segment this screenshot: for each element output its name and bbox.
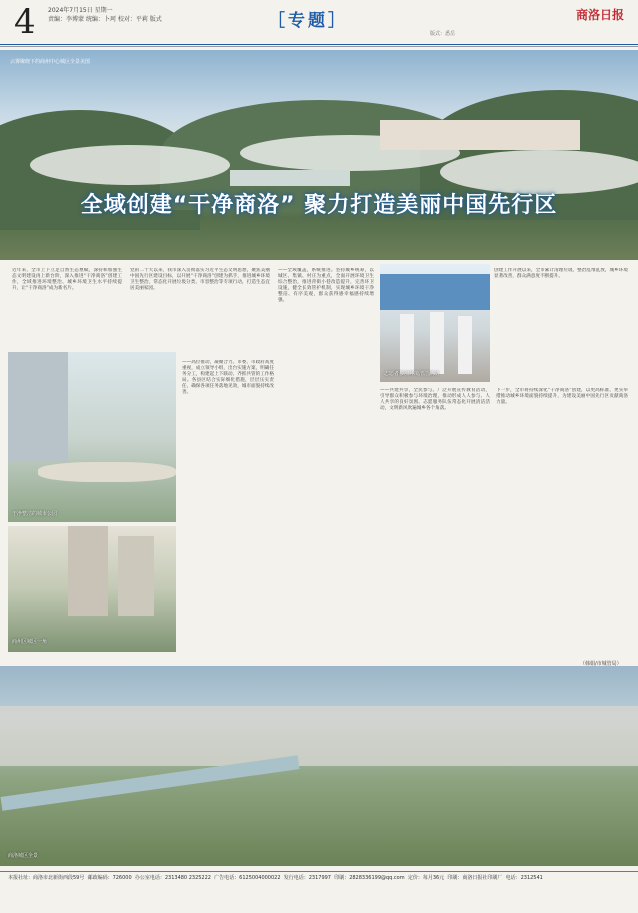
tower-building	[68, 526, 108, 616]
byline: （韩娟/市城管局）	[580, 661, 622, 667]
city-street-caption: 商州区城区一角	[12, 639, 48, 645]
article-column: ——共建共享，全民参与。广泛开展宣传教育活动，引导群众积极参与环境治理，推动形成人人参与、人人共享的良好氛围。志愿服务队伍常态化开展清洁活动，文明新风吹遍城乡各个角落。	[380, 388, 490, 412]
footer-phone: 电话：2312541	[505, 875, 543, 881]
cloud-shape	[30, 145, 230, 185]
city-panorama-photo	[0, 666, 638, 866]
river-shape	[230, 170, 350, 186]
issue-meta: 责编：李博蒙 统编：卜珂 校对：平莉 版式	[48, 16, 162, 23]
footer-print: 印刷：2828336199@qq.com	[334, 875, 405, 881]
footer	[8, 874, 630, 881]
city-street-photo	[8, 526, 176, 652]
article-column: 近年来，全市上下立足自然生态禀赋，深持和加强生态文明建设再上新台阶，深入推进“干净商洛”创建工作，全域推进环境整治、城乡环境卫生水平持续提升，让“干净商洛”成为新名片。	[12, 268, 122, 292]
main-headline: 全域创建“干净商洛” 聚力打造美丽中国先行区	[80, 193, 558, 218]
newspaper-logo: 商洛日报	[575, 8, 624, 22]
city-buildings	[380, 120, 580, 150]
park-photo	[8, 352, 176, 522]
header-rule-thin	[0, 46, 638, 47]
header-rule	[0, 44, 638, 45]
park-photo-caption: 干净整洁的城市公园	[12, 511, 58, 517]
footer-dist: 发行电话：2317997	[283, 875, 331, 881]
article-column: ——高位推动，凝聚合力。市委、市政府高度重视，成立领导小组，出台实施方案，明确任务分工，构建起上下联动、齐抓共管的工作格局。各县区结合实际细化措施，层层压实责任，确保各项任务落地见效，城市面貌持续改善。	[182, 360, 274, 396]
hero-photo	[0, 50, 638, 260]
volunteer-figure	[400, 314, 414, 374]
volunteer-caption: 志愿者参加环境清洁活动	[384, 371, 440, 377]
footer-address: 本报社址：商洛市北新街西段59号	[8, 875, 85, 881]
tower-building	[118, 536, 154, 616]
footer-rule	[0, 871, 638, 872]
footer-office: 办公室电话：2313480 2325222	[134, 875, 211, 881]
section-title: ［专题］	[268, 11, 348, 31]
issue-info	[48, 6, 162, 24]
article-column: 创建工作开展以来，全市累计清理垃圾、整治乱堆乱放，城乡环境显著改善，群众满意度不断提升。	[494, 268, 628, 280]
footer-adv: 广告电话：6125004000022	[214, 875, 281, 881]
city-buildings	[0, 706, 638, 766]
banner-shape	[380, 274, 490, 310]
article-column: ——全域覆盖，系统推进。坚持城乡统筹，以城区、集镇、村庄为重点，全面开展环境卫生综合整治，推进背街小巷改造提升，完善环卫设施，健全长效管护机制，实现城乡环境干净整洁、有序美观，群众获得感幸福感持续增强。	[278, 268, 374, 304]
article-column: 党的二十大以来，我市深入贯彻落实习近平生态文明思想，聚焦美丽中国先行区建设目标，以开展“干净商洛”创建为抓手，推进城乡环境卫生整治，常态化开展垃圾分类、市容整治等专项行动，打造生态宜居美丽家园。	[130, 268, 270, 292]
article-column: 下一步，全市将持续深化“干净商洛”创建，以更高标准、更实举措推动城乡环境面貌持续提升，为建设美丽中国先行区贡献商洛力量。	[496, 388, 628, 406]
plaza-shape	[38, 462, 176, 482]
page-number: 4	[14, 2, 36, 42]
layout-editor: 版式：悉岳	[430, 31, 456, 37]
issue-date: 2024年7月15日 星期一	[48, 7, 113, 14]
volunteer-figure	[430, 312, 444, 374]
hero-caption: 云雾缭绕下的商州中心城区全景美图	[10, 59, 91, 65]
tower-building	[8, 352, 68, 462]
footer-postcode: 邮政编码：726000	[87, 875, 132, 881]
volunteer-photo	[380, 264, 490, 382]
footer-printer: 印刷：商洛日报社印刷厂	[447, 875, 503, 881]
city-panorama-caption: 商洛城区全景	[8, 853, 39, 859]
volunteer-figure	[458, 316, 472, 374]
footer-price: 定价：每月36元	[407, 875, 445, 881]
